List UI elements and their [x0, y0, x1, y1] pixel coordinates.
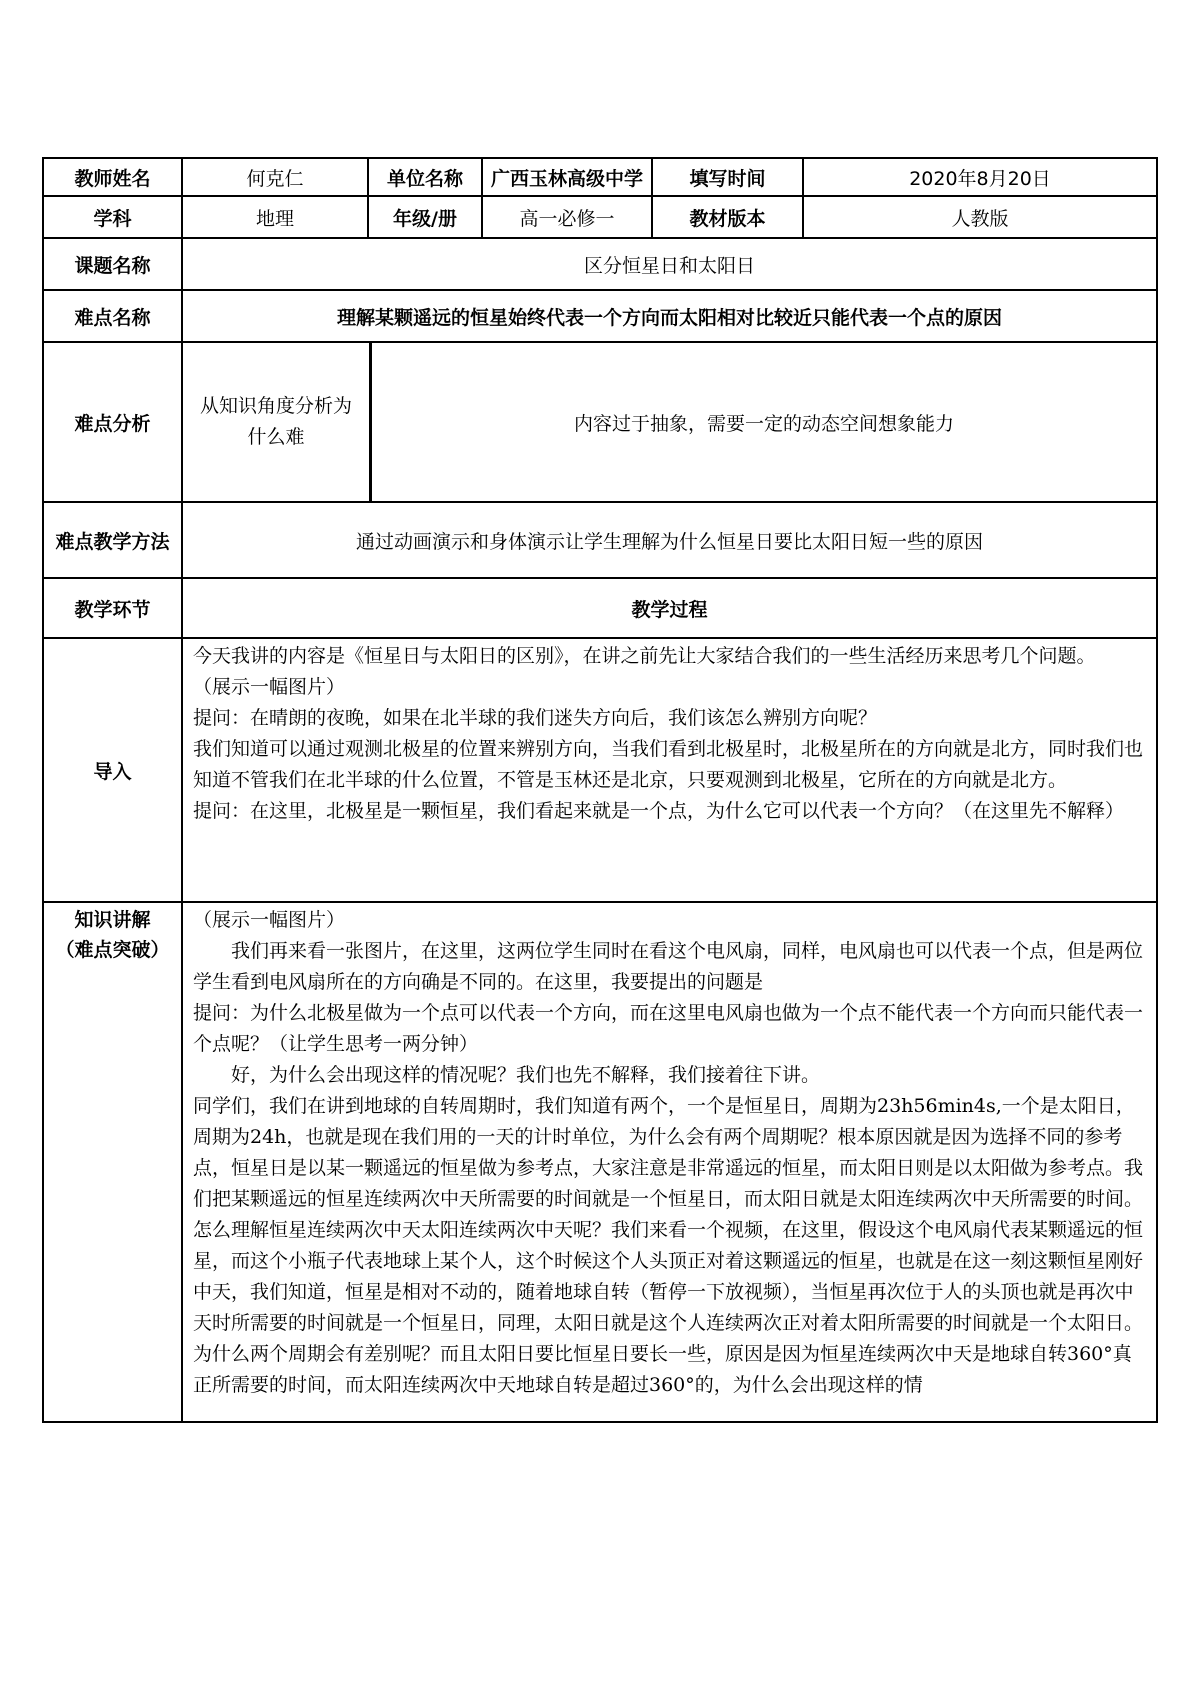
- lesson-plan-table: [42, 157, 1158, 1423]
- intro-paragraph: 我们知道可以通过观测北极星的位置来辨别方向，当我们看到北极星时，北极星所在的方向就是北方，同时我们也知道不管我们在北半球的什么位置，不管是玉林还是北京，只要观测到北极星，它所在的方向就是北方。: [193, 738, 1144, 791]
- topic-value: 区分恒星日和太阳日: [182, 238, 1157, 290]
- teacher-value: 何克仁: [182, 158, 368, 196]
- grade-value: 高一必修一: [482, 196, 652, 238]
- unit-label: 单位名称: [368, 158, 482, 196]
- analysis-inner: [183, 343, 1156, 501]
- intro-content: [182, 638, 1157, 902]
- process-step-label: 教学环节: [43, 578, 182, 638]
- subject-label: 学科: [43, 196, 182, 238]
- topic-row: [43, 238, 1157, 290]
- intro-paragraph: 今天我讲的内容是《恒星日与太阳日的区别》，在讲之前先让大家结合我们的一些生活经历来思考几个问题。: [193, 645, 1096, 667]
- difficulty-value: 理解某颗遥远的恒星始终代表一个方向而太阳相对比较近只能代表一个点的原因: [182, 290, 1157, 342]
- knowledge-row: [43, 902, 1157, 1422]
- knowledge-paragraph: 为什么两个周期会有差别呢？而且太阳日要比恒星日要长一些，原因是因为恒星连续两次中天是地球自转360°真正所需要的时间，而太阳连续两次中天地球自转是超过360°的，为什么会出现这样的情: [193, 1343, 1132, 1396]
- analysis-label: 难点分析: [43, 342, 182, 502]
- analysis-sub-label: [183, 343, 371, 501]
- edition-value: 人教版: [803, 196, 1157, 238]
- knowledge-content: [182, 902, 1157, 1422]
- unit-value: 广西玉林高级中学: [482, 158, 652, 196]
- subject-value: 地理: [182, 196, 368, 238]
- analysis-row: [43, 342, 1157, 502]
- process-title: 教学过程: [182, 578, 1157, 638]
- intro-paragraph: 提问：在晴朗的夜晚，如果在北半球的我们迷失方向后，我们该怎么辨别方向呢？: [193, 707, 878, 729]
- difficulty-label: 难点名称: [43, 290, 182, 342]
- header-row-1: [43, 158, 1157, 196]
- knowledge-label-line2: （难点突破）: [55, 939, 170, 961]
- teacher-label: 教师姓名: [43, 158, 182, 196]
- analysis-sub-label-line2: 什么难: [247, 426, 305, 448]
- knowledge-paragraph: （展示一幅图片）: [193, 909, 346, 931]
- analysis-sub-label-line1: 从知识角度分析为: [199, 395, 352, 417]
- topic-label: 课题名称: [43, 238, 182, 290]
- date-label: 填写时间: [652, 158, 803, 196]
- difficulty-row: [43, 290, 1157, 342]
- method-label: 难点教学方法: [43, 502, 182, 578]
- knowledge-paragraph: 好，为什么会出现这样的情况呢？我们也先不解释，我们接着往下讲。: [231, 1064, 821, 1086]
- method-row: [43, 502, 1157, 578]
- lesson-plan-page: [42, 157, 1156, 1423]
- knowledge-label: [43, 902, 182, 1422]
- process-header-row: [43, 578, 1157, 638]
- method-value: 通过动画演示和身体演示让学生理解为什么恒星日要比太阳日短一些的原因: [182, 502, 1157, 578]
- date-value: 2020年8月20日: [803, 158, 1157, 196]
- edition-label: 教材版本: [652, 196, 803, 238]
- knowledge-paragraph: 提问：为什么北极星做为一个点可以代表一个方向，而在这里电风扇也做为一个点不能代表一个方向而只能代表一个点呢？（让学生思考一两分钟）: [193, 1002, 1144, 1055]
- intro-label: 导入: [43, 638, 182, 902]
- header-row-2: [43, 196, 1157, 238]
- knowledge-paragraph: 怎么理解恒星连续两次中天太阳连续两次中天呢？我们来看一个视频，在这里，假设这个电风扇代表某颗遥远的恒星，而这个小瓶子代表地球上某个人，这个时候这个人头顶正对着这颗遥远的恒星，也就是在这一刻这颗恒星刚好中天，我们知道，恒星是相对不动的，随着地球自转（暂停一下放视频），当恒星再次位于人的头顶也就是再次中天时所需要的时间就是一个恒星日，同理，太阳日就是这个人连续两次正对着太阳所需要的时间就是一个太阳日。: [193, 1219, 1144, 1334]
- intro-paragraph: （展示一幅图片）: [193, 676, 346, 698]
- analysis-value: 内容过于抽象，需要一定的动态空间想象能力: [573, 412, 954, 435]
- grade-label: 年级/册: [368, 196, 482, 238]
- intro-paragraph: 提问：在这里，北极星是一颗恒星，我们看起来就是一个点，为什么它可以代表一个方向？（在这里先不解释）: [193, 800, 1125, 822]
- intro-row: [43, 638, 1157, 902]
- knowledge-paragraph: 我们再来看一张图片，在这里，这两位学生同时在看这个电风扇，同样，电风扇也可以代表一个点，但是两位学生看到电风扇所在的方向确是不同的。在这里，我要提出的问题是: [193, 940, 1144, 993]
- analysis-content: [182, 342, 1157, 502]
- knowledge-label-line1: 知识讲解: [74, 909, 151, 931]
- knowledge-paragraph: 同学们，我们在讲到地球的自转周期时，我们知道有两个，一个是恒星日，周期为23h56min4s,一个是太阳日，周期为24h，也就是现在我们用的一天的计时单位，为什么会有两个周期呢？根本原因就是因为选择不同的参考点，恒星日是以某一颗遥远的恒星做为参考点，大家注意是非常遥远的恒星，而太阳日则是以太阳做为参考点。我们把某颗遥远的恒星连续两次中天所需要的时间就是一个恒星日，而太阳日就是太阳连续两次中天所需要的时间。: [193, 1095, 1144, 1210]
